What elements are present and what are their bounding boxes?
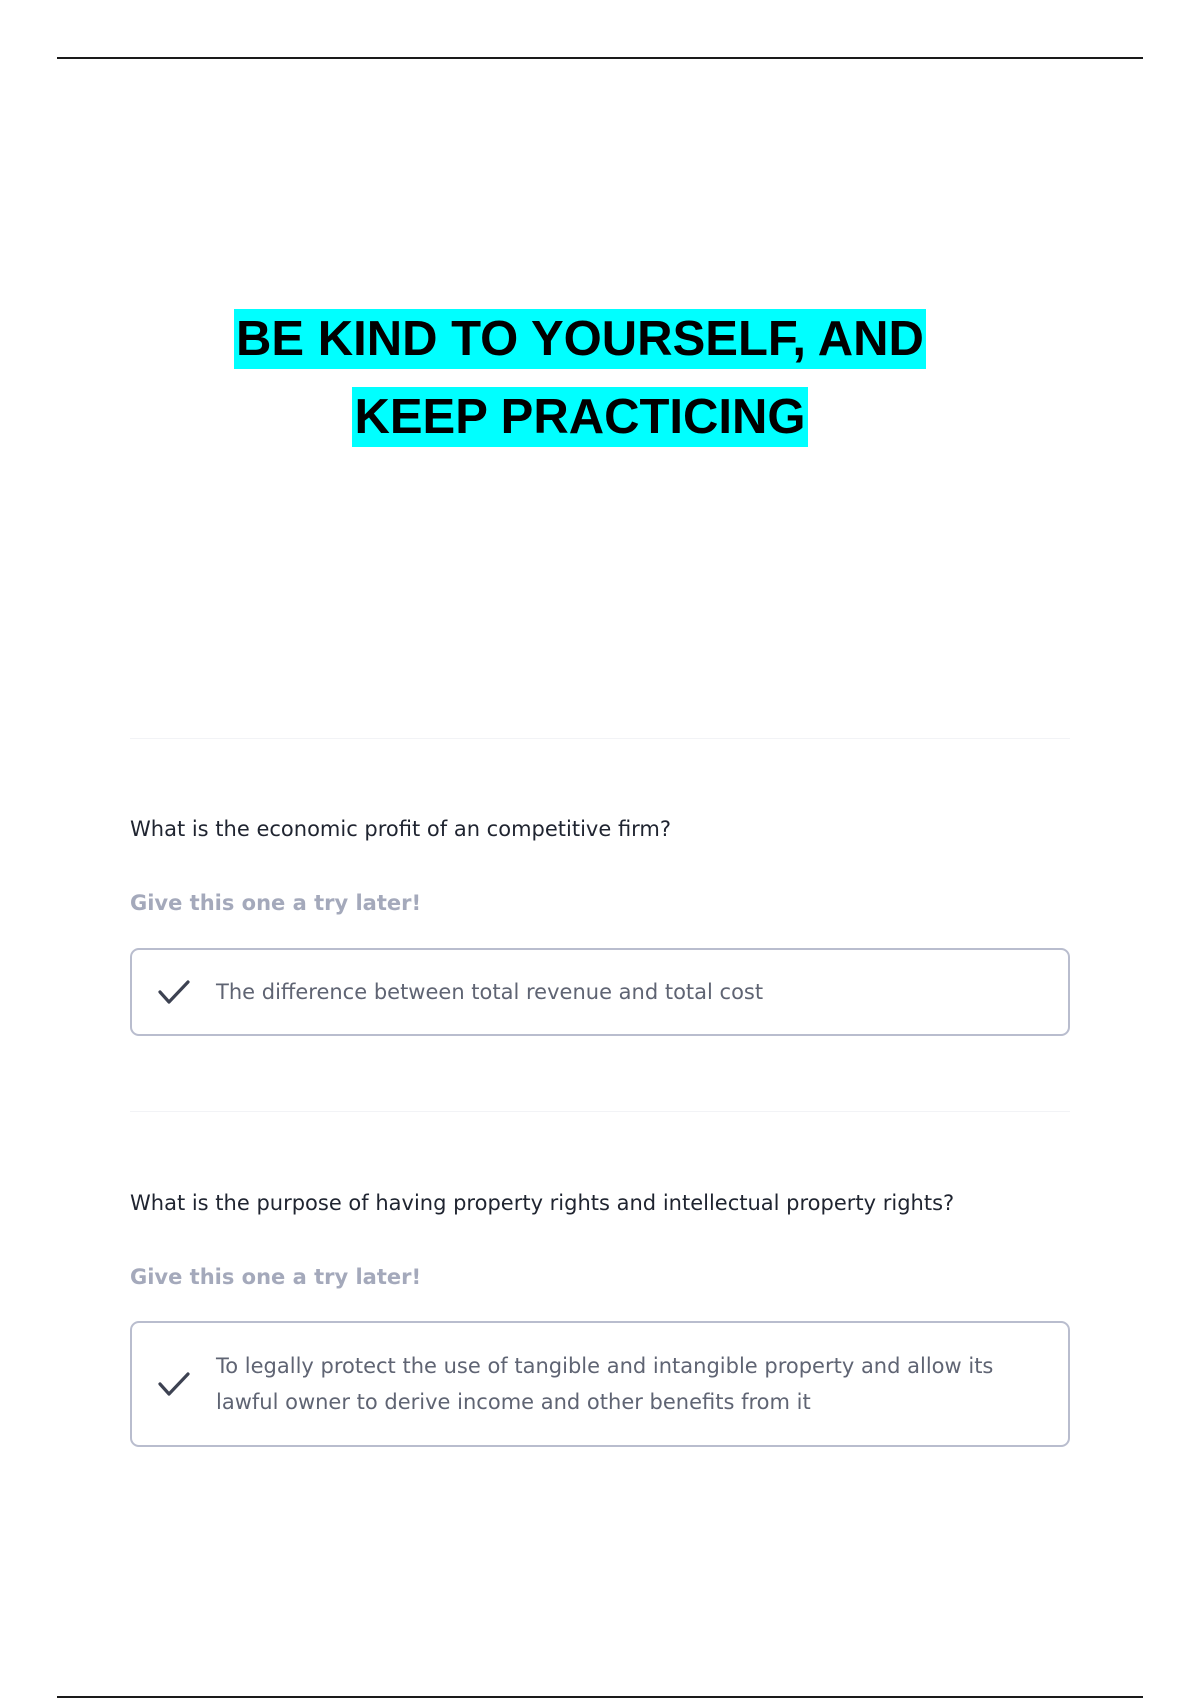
check-icon — [156, 1366, 192, 1402]
try-later-hint: Give this one a try later! — [130, 891, 422, 915]
page-top-rule — [57, 57, 1143, 59]
check-icon — [156, 974, 192, 1010]
page-bottom-rule — [57, 1696, 1143, 1698]
try-later-hint: Give this one a try later! — [130, 1265, 422, 1289]
question-text: What is the purpose of having property rights and intellectual property rights? — [130, 1191, 955, 1215]
answer-option[interactable] — [130, 1321, 1070, 1447]
card-separator — [130, 738, 1070, 739]
motivational-banner — [0, 300, 1160, 456]
answer-text: To legally protect the use of tangible and intangible property and allow its lawful owner to derive income and other benefits from it — [216, 1354, 994, 1414]
question-text: What is the economic profit of an competitive firm? — [130, 817, 672, 841]
answer-text: The difference between total revenue and total cost — [216, 980, 764, 1004]
banner-line-1: BE KIND TO YOURSELF, AND — [234, 309, 926, 369]
banner-line-2: KEEP PRACTICING — [352, 387, 807, 447]
answer-option[interactable] — [130, 948, 1070, 1036]
card-separator — [130, 1111, 1070, 1112]
